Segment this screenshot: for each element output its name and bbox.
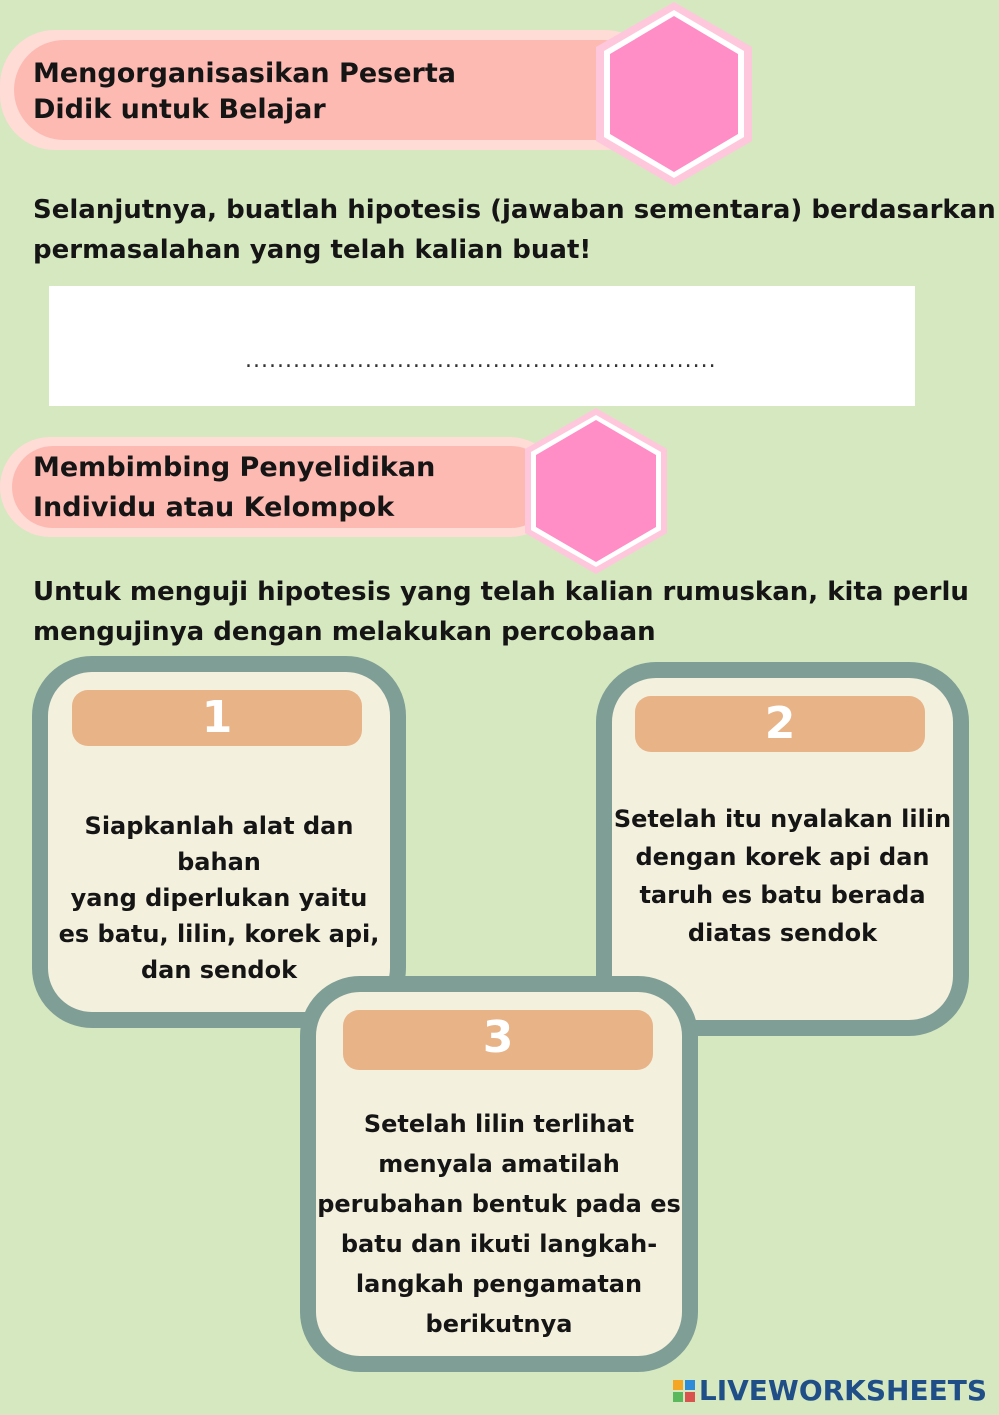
answer-placeholder-dots: ........................................................... xyxy=(245,348,717,373)
step-number-1: 1 xyxy=(72,690,362,746)
liveworksheets-logo xyxy=(673,1374,987,1407)
step-text-2: Setelah itu nyalakan lilin dengan korek api dan taruh es batu berada diatas sendok xyxy=(613,805,952,947)
section2-title: Membimbing Penyelidikan Individu atau Kelompok xyxy=(33,452,436,523)
liveworksheets-logo-icon xyxy=(673,1380,695,1402)
step-number-3: 3 xyxy=(343,1010,653,1070)
hexagon-decoration xyxy=(592,0,756,188)
hypothesis-answer-field[interactable] xyxy=(49,286,915,406)
step-card-1 xyxy=(32,656,406,1028)
step-number-2: 2 xyxy=(635,696,925,752)
experiment-instruction: Untuk menguji hipotesis yang telah kalian rumuskan, kita perlu mengujinya dengan melakukan percobaan xyxy=(33,577,969,647)
hypothesis-instruction: Selanjutnya, buatlah hipotesis (jawaban sementara) berdasarkan permasalahan yang telah kalian buat! xyxy=(33,195,996,265)
step-card-3 xyxy=(300,976,698,1372)
section1-title: Mengorganisasikan Peserta Didik untuk Belajar xyxy=(33,58,456,125)
brand-name: LIVEWORKSHEETS xyxy=(698,1374,987,1407)
step-text-1: Siapkanlah alat dan bahan yang diperlukan yaitu es batu, lilin, korek api, dan sendok xyxy=(58,812,380,984)
hexagon-decoration xyxy=(522,406,670,576)
step-text-3: Setelah lilin terlihat menyala amatilah perubahan bentuk pada es batu dan ikuti langkah- langkah pengamatan berikutnya xyxy=(317,1110,681,1338)
